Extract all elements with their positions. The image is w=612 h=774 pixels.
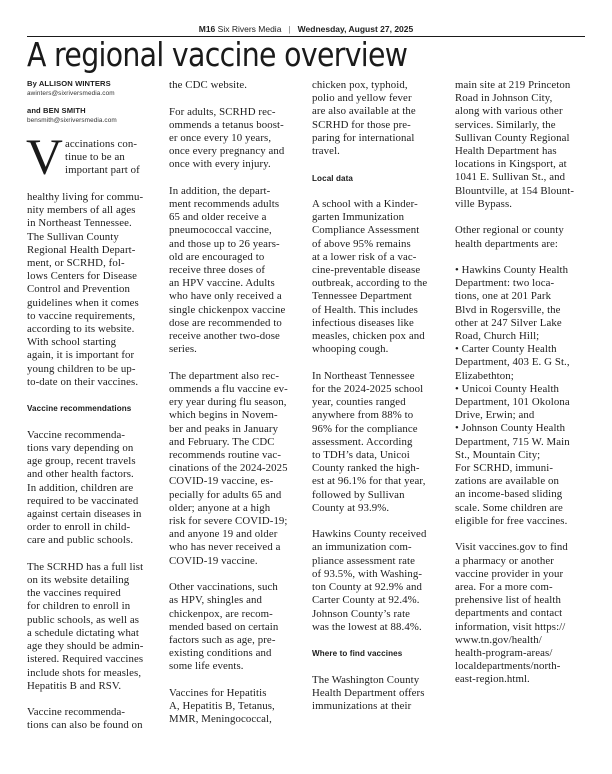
text-line: of 93.5%, with Washing-	[312, 567, 423, 580]
paragraph-gap	[312, 356, 447, 369]
text-line: istered. Required vaccines	[27, 653, 144, 666]
text-line: A school with a Kinder-	[312, 198, 418, 211]
text-line: along with various other	[455, 105, 563, 118]
text-line: existing conditions and	[169, 647, 272, 660]
text-line: In Northeast Tennessee	[312, 369, 415, 382]
text-line: Other regional or county	[455, 224, 564, 237]
text-line: at a lower risk of a vac-	[312, 250, 417, 263]
text-line: Compliance Assessment	[312, 224, 420, 237]
text-line: recommends routine vac-	[169, 448, 282, 461]
text-line: In addition, children are	[27, 481, 134, 494]
text-line: against certain diseases in	[27, 507, 142, 520]
text-line: With school starting	[27, 336, 117, 349]
text-line: COVID-19 vaccine, es-	[169, 475, 274, 488]
article-body-start	[26, 130, 162, 733]
paragraph	[27, 561, 162, 693]
text-line: again, it is important for	[27, 349, 135, 362]
text-line: For adults, SCRHD rec-	[169, 105, 276, 118]
text-line: www.tn.gov/health/	[455, 633, 542, 646]
text-line: Vaccine recommenda-	[27, 706, 126, 719]
text-line: important part of	[65, 164, 140, 177]
text-line: Carter County at 92.4%.	[312, 594, 420, 607]
paragraph-gap	[27, 693, 162, 706]
text-line: Blvd in Rogersville, the	[455, 303, 561, 316]
paragraph-gap	[455, 528, 590, 541]
text-line: In addition, the depart-	[169, 184, 271, 197]
text-line: Tennessee Department	[312, 290, 412, 303]
text-line: zations are available on	[455, 475, 560, 488]
text-line: other at 247 Silver Lake	[455, 316, 562, 329]
text-line: Road in Johnson City,	[455, 92, 553, 105]
byline-name: By ALLISON WINTERS	[27, 79, 111, 88]
paragraph-gap	[312, 158, 447, 171]
page-folio	[0, 24, 612, 34]
text-line: lows Centers for Disease	[27, 270, 138, 283]
text-line: ommends a tetanus boost-	[169, 118, 284, 131]
paragraph	[169, 581, 304, 673]
column-text	[169, 79, 304, 726]
text-line: for children to enroll in	[27, 600, 131, 613]
paragraph	[455, 79, 590, 211]
text-line: who have only received a	[169, 290, 282, 303]
text-line: older; anyone at a high	[169, 501, 271, 514]
text-line: single chickenpox vaccine	[169, 303, 286, 316]
paragraph	[312, 370, 447, 515]
text-line: infectious diseases like	[312, 316, 414, 329]
text-line: healthy living for commu-	[27, 190, 144, 203]
text-line: Elizabethton;	[455, 369, 514, 382]
text-line: and anyone 19 and older	[169, 528, 278, 541]
text-line: once every pregnancy and	[169, 145, 285, 158]
text-line: receive three doses of	[169, 264, 266, 277]
text-line: age group, recent travels	[27, 455, 136, 468]
text-line: tinue to be an	[65, 151, 125, 164]
text-line: main site at 219 Princeton	[455, 79, 571, 91]
headline: A regional vaccine overview	[27, 35, 408, 74]
text-line: SCRHD for those pre-	[312, 118, 411, 131]
paragraph	[169, 106, 304, 172]
text-line: a schedule dictating what	[27, 626, 139, 639]
text-line: eligible for free vaccines.	[455, 514, 568, 527]
text-line: and other health factors.	[27, 468, 134, 481]
paragraph-gap	[27, 389, 162, 402]
text-line: pneumococcal vaccine,	[169, 224, 272, 237]
text-line: Hawkins County received	[312, 528, 427, 541]
text-line: the CDC website.	[169, 79, 248, 91]
text-line: was the lowest at 88.4%.	[312, 620, 422, 633]
text-line: 1041 E. Sullivan St., and	[455, 171, 566, 184]
text-line: ment, or SCRHD, fol-	[27, 256, 125, 269]
section-subhead: Local data	[312, 173, 354, 183]
paragraph	[169, 79, 304, 92]
text-line: services. Similarly, the	[455, 118, 556, 131]
text-line: according to its website.	[27, 322, 135, 335]
paragraph-gap	[312, 185, 447, 198]
text-line: immunizations at their	[312, 700, 412, 713]
text-line: to TDH’s data, Unicoi	[312, 448, 410, 461]
text-line: and February. The CDC	[169, 435, 275, 448]
paragraph	[169, 370, 304, 568]
text-line: health departments are:	[455, 237, 559, 250]
text-line: ville Bypass.	[455, 197, 513, 210]
paragraph	[27, 191, 162, 389]
text-line: Hepatitis B and RSV.	[27, 679, 122, 692]
text-line: cinations of the 2024-2025	[169, 462, 288, 475]
text-line: an HPV vaccine. Adults	[169, 277, 275, 290]
text-line: and those up to 26 years-	[169, 237, 280, 250]
text-line: MMR, Meningococcal,	[169, 713, 272, 726]
section-subhead: Vaccine recommendations	[27, 404, 132, 414]
text-line: old are encouraged to	[169, 250, 265, 263]
paragraph-gap	[27, 548, 162, 561]
text-line: ment recommends adults	[169, 198, 280, 211]
issue-date: Wednesday, August 27, 2025	[297, 24, 414, 34]
text-line: tions vary depending on	[27, 441, 134, 454]
paragraph	[455, 224, 590, 250]
text-line: COVID-19 vaccine.	[169, 554, 258, 567]
text-line: a pharmacy or another	[455, 554, 554, 567]
text-line: prehensive list of health	[455, 594, 561, 607]
text-line: Vaccines for Hepatitis	[169, 686, 267, 699]
text-line: ery year during flu season,	[169, 396, 287, 409]
text-line: polio and yellow fever	[312, 92, 412, 105]
text-line: area. For a more com-	[455, 581, 553, 593]
text-line: outbreak, according to the	[312, 277, 428, 290]
text-line: age they should be admin-	[27, 640, 144, 653]
text-line: east-region.html.	[455, 673, 530, 686]
text-line: whooping cough.	[312, 343, 389, 356]
text-line: tions, one at 201 Park	[455, 290, 552, 303]
text-line: nity members of all ages	[27, 204, 136, 217]
text-line: Department: two loca-	[455, 277, 555, 290]
text-line: risk for severe COVID-19;	[169, 514, 288, 527]
byline-email: awinters@sixriversmedia.com	[27, 90, 115, 97]
text-line: 65 and older receive a	[169, 211, 267, 224]
text-line: County at 93.9%.	[312, 501, 390, 514]
text-line: once with every injury.	[169, 158, 271, 171]
text-line: Drive, Erwin; and	[455, 409, 535, 422]
text-line: care and public schools.	[27, 534, 134, 547]
paragraph-gap	[169, 568, 304, 581]
text-line: garten Immunization	[312, 211, 405, 224]
text-line: some life events.	[169, 660, 244, 673]
text-line: • Johnson County Health	[455, 422, 566, 435]
text-line: Health Department offers	[312, 686, 425, 699]
text-line: vaccine provider in your	[455, 567, 564, 580]
column-text	[27, 138, 162, 733]
text-line: health-program-areas/	[455, 647, 553, 660]
article-column-4	[455, 79, 590, 687]
paragraph-gap	[455, 211, 590, 224]
text-line: • Carter County Health	[455, 343, 557, 356]
text-line: scale. Some children are	[455, 501, 563, 514]
folio-separator: |	[288, 24, 291, 34]
article-column-2	[169, 79, 304, 726]
drop-cap: V	[26, 130, 63, 186]
text-line: followed by Sullivan	[312, 488, 405, 501]
text-line: departments and contact	[455, 607, 563, 620]
byline-name: and BEN SMITH	[27, 106, 86, 115]
text-line: as HPV, shingles and	[169, 594, 262, 607]
text-line: County ranked the high-	[312, 462, 420, 475]
text-line: Department, 403 E. G St.,	[455, 356, 570, 369]
paragraph	[169, 687, 304, 727]
article-column-1	[27, 79, 162, 733]
text-line: The Sullivan County	[27, 230, 119, 243]
text-line: the vaccines required	[27, 587, 121, 600]
text-line: 96% for the compliance	[312, 422, 418, 435]
paragraph	[312, 198, 447, 356]
text-line: include shots for measles,	[27, 666, 142, 679]
text-line: pecially for adults 65 and	[169, 488, 282, 501]
paragraph-gap	[312, 515, 447, 528]
publication-name: Six Rivers Media	[217, 24, 282, 34]
paragraph-gap	[312, 660, 447, 673]
paragraph	[312, 79, 447, 158]
text-line: young children to be up-	[27, 362, 136, 375]
paragraph	[169, 185, 304, 357]
paragraph	[455, 264, 590, 528]
byline-email: bensmith@sixriversmedia.com	[27, 117, 117, 124]
paragraph	[455, 541, 590, 686]
text-line: anywhere from 88% to	[312, 409, 414, 422]
text-line: • Unicoi County Health	[455, 382, 560, 395]
text-line: to vaccine requirements,	[27, 309, 136, 322]
text-line: chicken pox, typhoid,	[312, 79, 408, 91]
paragraph-gap	[27, 415, 162, 428]
paragraph-gap	[169, 356, 304, 369]
text-line: Regional Health Depart-	[27, 243, 136, 256]
text-line: guidelines when it comes	[27, 296, 139, 309]
paragraph	[27, 706, 162, 732]
text-line: A, Hepatitis B, Tetanus,	[169, 700, 275, 713]
text-line: year, counties ranged	[312, 396, 406, 409]
text-line: for the 2024-2025 school	[312, 382, 424, 395]
text-line: information, visit https://	[455, 620, 566, 633]
paragraph	[27, 429, 162, 548]
text-line: cine-preventable disease	[312, 264, 421, 277]
text-line: to-date on their vaccines.	[27, 375, 139, 388]
text-line: er once every 10 years,	[169, 131, 272, 144]
text-line: travel.	[312, 145, 340, 158]
text-line: order to enroll in child-	[27, 521, 131, 534]
paragraph-gap	[169, 172, 304, 185]
column-text	[312, 79, 447, 713]
text-line: Control and Prevention	[27, 283, 130, 296]
text-line: measles, chicken pox and	[312, 330, 425, 343]
paragraph-gap	[169, 674, 304, 687]
text-line: of Health. This includes	[312, 303, 418, 316]
text-line: Vaccine recommenda-	[27, 428, 126, 441]
text-line: St., Mountain City;	[455, 448, 541, 461]
page-number: M16	[198, 24, 216, 34]
text-line: Road, Church Hill;	[455, 330, 540, 343]
text-line: paring for international	[312, 131, 415, 144]
section-subhead: Where to find vaccines	[312, 649, 403, 659]
text-line: The Washington County	[312, 673, 420, 686]
text-line: For SCRHD, immuni-	[455, 462, 554, 475]
text-line: Department, 715 W. Main	[455, 435, 570, 448]
text-line: required to be vaccinated	[27, 494, 139, 507]
text-line: receive another two-dose	[169, 330, 280, 343]
text-line: are also available at the	[312, 105, 416, 118]
text-line: of above 95% remains	[312, 237, 411, 250]
text-line: Sullivan County Regional	[455, 131, 570, 144]
text-line: Johnson County’s rate	[312, 607, 411, 620]
paragraph-gap	[169, 92, 304, 105]
paragraph-gap	[455, 251, 590, 264]
text-line: series.	[169, 343, 197, 356]
text-line: Health Department has	[455, 145, 557, 158]
text-line: pliance assessment rate	[312, 554, 416, 567]
text-line: mended based on certain	[169, 620, 279, 633]
text-line: in Northeast Tennessee.	[27, 217, 132, 230]
text-line: tions can also be found on	[27, 719, 143, 732]
text-line: dose are recommended to	[169, 316, 282, 329]
paragraph	[312, 528, 447, 634]
text-line: Blountville, at 154 Blount-	[455, 184, 575, 197]
column-text	[455, 79, 590, 687]
text-line: • Hawkins County Health	[455, 264, 569, 277]
text-line: ber and peaks in January	[169, 422, 279, 435]
text-line: Department, 101 Okolona	[455, 396, 570, 409]
article-column-3	[312, 79, 447, 713]
text-line: Visit vaccines.gov to find	[455, 541, 568, 554]
text-line: assessment. According	[312, 435, 413, 448]
text-line: accinations con-	[65, 138, 138, 150]
text-line: on its website detailing	[27, 574, 130, 587]
text-line: which begins in Novem-	[169, 409, 278, 422]
text-line: an income-based sliding	[455, 488, 563, 501]
text-line: ton County at 92.9% and	[312, 581, 422, 594]
text-line: an immunization com-	[312, 541, 412, 554]
text-line: est at 96.1% for that year,	[312, 475, 426, 488]
text-line: The department also rec-	[169, 369, 280, 382]
text-line: public schools, as well as	[27, 613, 140, 626]
text-line: localdepartments/north-	[455, 660, 561, 673]
paragraph-gap	[312, 634, 447, 647]
text-line: ommends a flu vaccine ev-	[169, 382, 288, 395]
text-line: who has never received a	[169, 541, 281, 554]
text-line: Other vaccinations, such	[169, 581, 278, 594]
text-line: factors such as age, pre-	[169, 633, 276, 646]
text-line: locations in Kingsport, at	[455, 158, 567, 171]
text-line: chickenpox, are recom-	[169, 607, 273, 620]
text-line: The SCRHD has a full list	[27, 560, 144, 573]
paragraph	[312, 674, 447, 714]
